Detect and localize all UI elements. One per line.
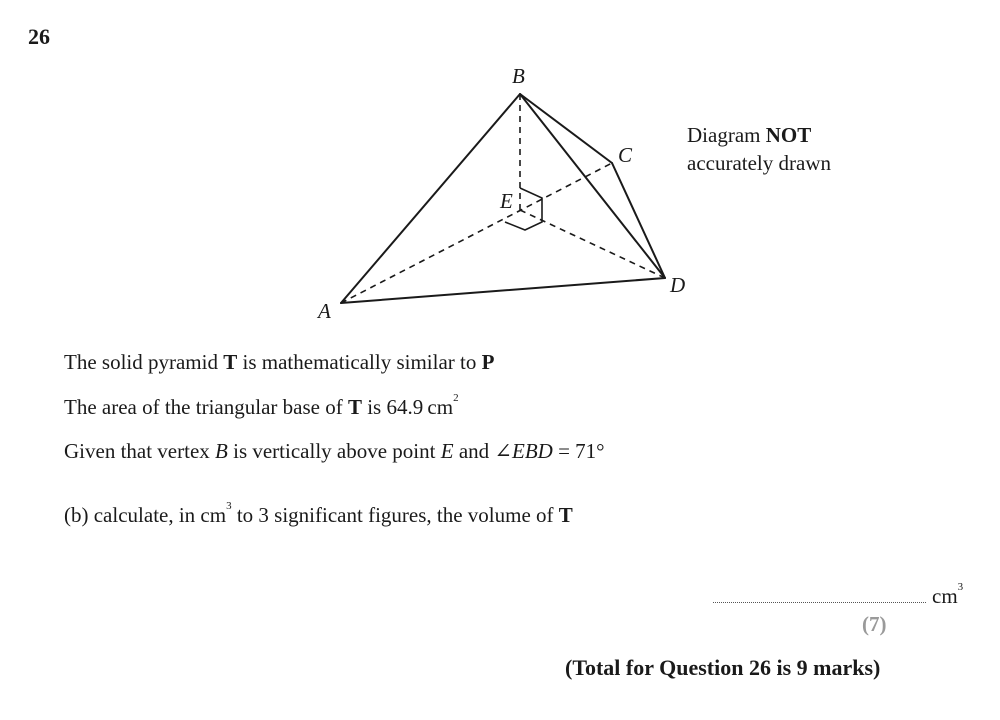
statement-angle: Given that vertex B is vertically above point E and ∠EBD = 71° (64, 439, 605, 463)
pyramid-diagram (0, 0, 1000, 340)
statement-similar: The solid pyramid T is mathematically similar to P (64, 350, 495, 374)
vertex-label-e: E (500, 189, 513, 213)
edge-ad (341, 278, 665, 303)
diagram-note (687, 121, 831, 177)
vertex-label-a: A (318, 299, 331, 323)
note-bold: NOT (765, 123, 812, 147)
answer-dotted-line[interactable] (713, 584, 926, 603)
statement-base-area: The area of the triangular base of T is 64.9 $cm^2$ (64, 392, 459, 419)
edge-bd (520, 94, 665, 278)
edge-ab (341, 94, 520, 303)
vertex-label-d: D (670, 273, 686, 297)
question-number: 26 (28, 24, 50, 49)
hidden-edge-ac (341, 163, 612, 303)
vertex-label-b: B (512, 64, 525, 88)
total-marks: (Total for Question 26 is 9 marks) (565, 655, 881, 680)
question-part-b: (b) calculate, in $cm^3$ to 3 significant figures, the volume of T (64, 500, 573, 527)
note-line2: accurately drawn (687, 151, 831, 175)
answer-unit: cm (932, 584, 958, 608)
note-prefix: Diagram (687, 123, 766, 147)
marks-label: (7) (862, 612, 887, 636)
answer-unit-sup: 3 (957, 581, 964, 593)
answer-line[interactable] (713, 581, 964, 609)
vertex-label-c: C (618, 143, 633, 167)
